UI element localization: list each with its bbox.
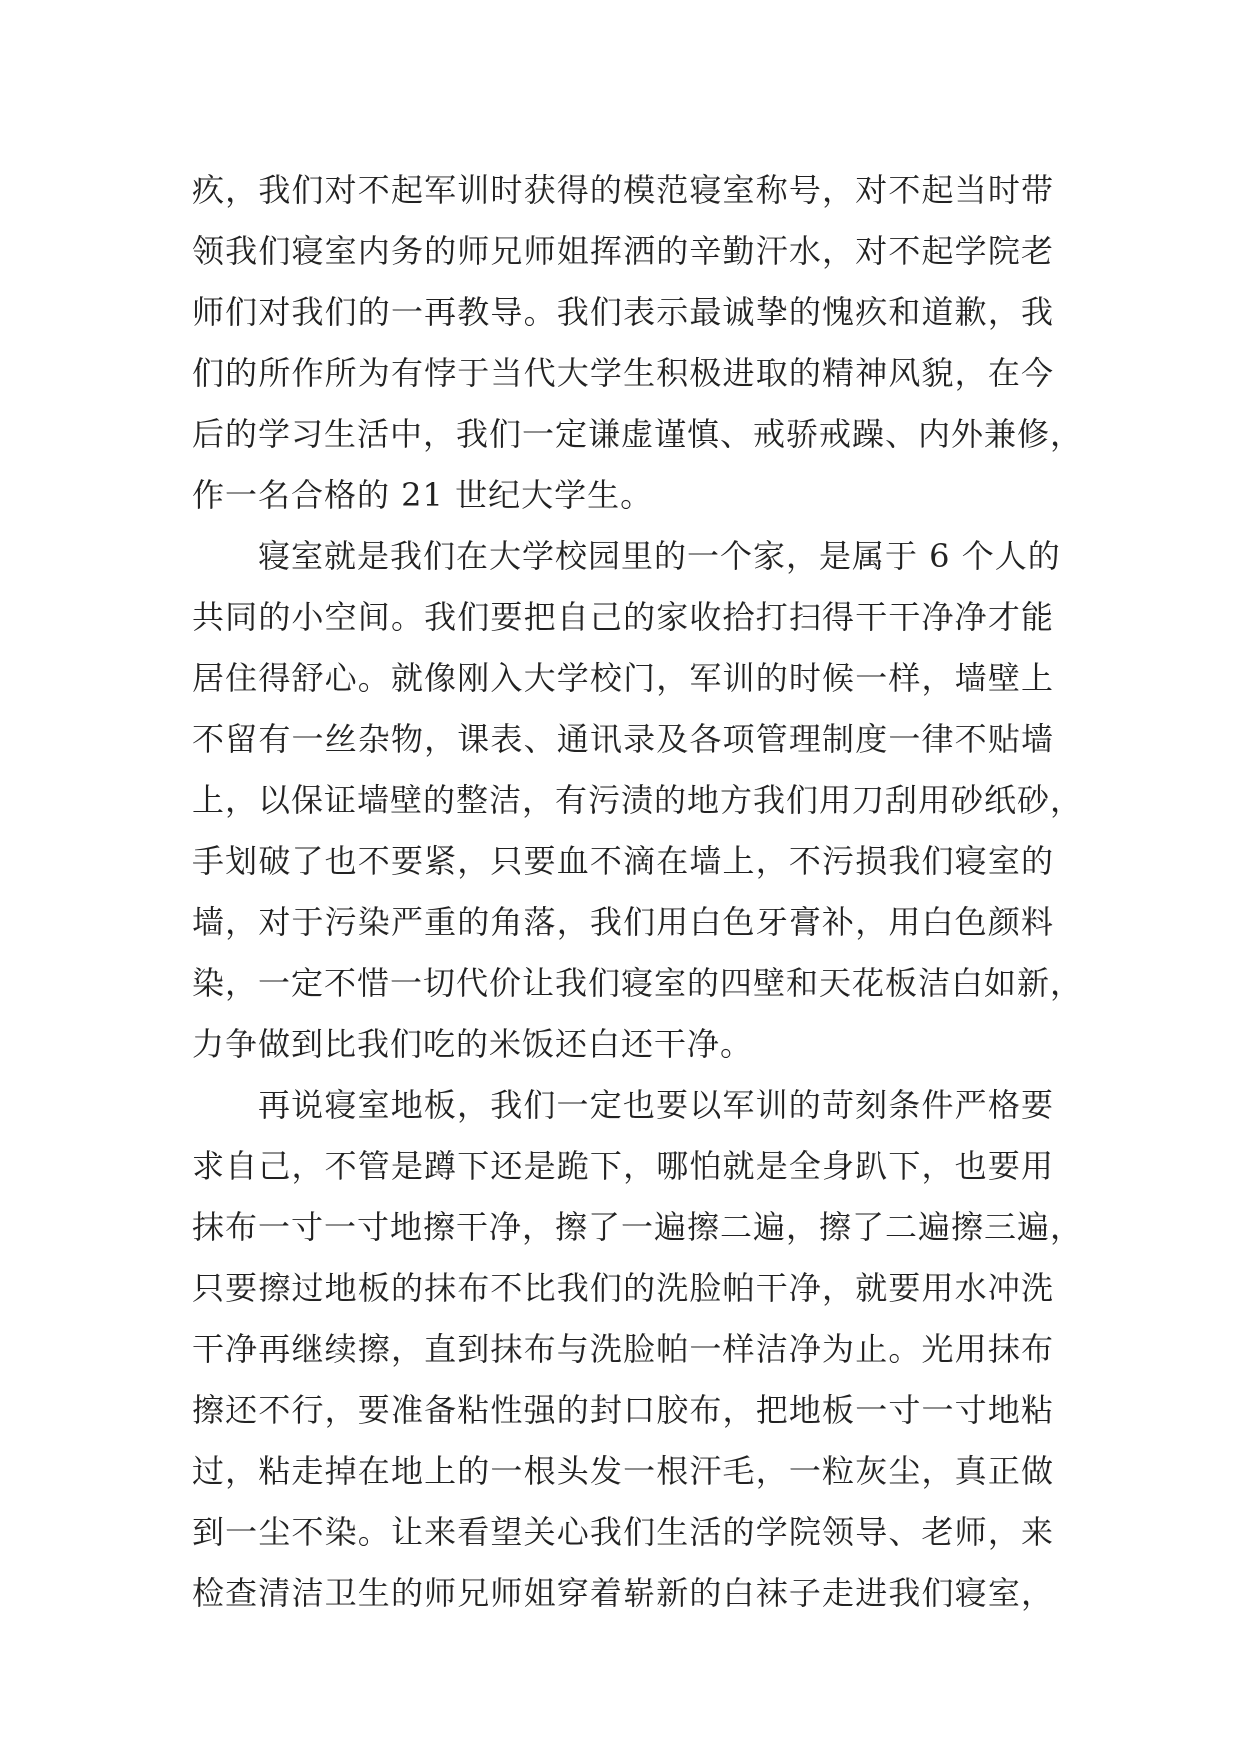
text-line: 干净再继续擦，直到抹布与洗脸帕一样洁净为止。光用抹布 — [192, 1330, 1054, 1368]
paragraph-2 — [192, 526, 1084, 1075]
text-line: 手划破了也不要紧，只要血不滴在墙上，不污损我们寝室的 — [192, 842, 1054, 880]
text-line: 力争做到比我们吃的米饭还白还干净。 — [192, 1025, 754, 1063]
paragraph-1 — [192, 160, 1084, 526]
text-line: 抹布一寸一寸地擦干净，擦了一遍擦二遍，擦了二遍擦三遍， — [192, 1208, 1084, 1246]
text-line: 到一尘不染。让来看望关心我们生活的学院领导、老师，来 — [192, 1513, 1054, 1551]
text-line: 只要擦过地板的抹布不比我们的洗脸帕干净，就要用水冲洗 — [192, 1269, 1054, 1307]
text-line: 染，一定不惜一切代价让我们寝室的四壁和天花板洁白如新， — [192, 964, 1084, 1002]
text-line: 擦还不行，要准备粘性强的封口胶布，把地板一寸一寸地粘 — [192, 1391, 1054, 1429]
text-line: 作一名合格的 21 世纪大学生。 — [192, 476, 654, 514]
text-line: 居住得舒心。就像刚入大学校门，军训的时候一样，墙壁上 — [192, 659, 1054, 697]
text-line: 领我们寝室内务的师兄师姐挥洒的辛勤汗水，对不起学院老 — [192, 232, 1054, 270]
text-line: 共同的小空间。我们要把自己的家收拾打扫得干干净净才能 — [192, 598, 1054, 636]
body-text — [192, 160, 1084, 1624]
text-line: 们的所作所为有悖于当代大学生积极进取的精神风貌，在今 — [192, 354, 1054, 392]
text-line: 过，粘走掉在地上的一根头发一根汗毛，一粒灰尘，真正做 — [192, 1452, 1054, 1490]
text-line: 求自己，不管是蹲下还是跪下，哪怕就是全身趴下，也要用 — [192, 1147, 1054, 1185]
paragraph-3 — [192, 1075, 1084, 1624]
text-line: 墙，对于污染严重的角落，我们用白色牙膏补，用白色颜料 — [192, 903, 1054, 941]
text-line: 疚，我们对不起军训时获得的模范寝室称号，对不起当时带 — [192, 171, 1054, 209]
text-line: 再说寝室地板，我们一定也要以军训的苛刻条件严格要 — [258, 1086, 1054, 1124]
text-line: 上，以保证墙壁的整洁，有污渍的地方我们用刀刮用砂纸砂， — [192, 781, 1084, 819]
text-line: 后的学习生活中，我们一定谦虚谨慎、戒骄戒躁、内外兼修， — [192, 415, 1084, 453]
text-line: 检查清洁卫生的师兄师姐穿着崭新的白袜子走进我们寝室， — [192, 1574, 1054, 1612]
text-line: 师们对我们的一再教导。我们表示最诚挚的愧疚和道歉，我 — [192, 293, 1054, 331]
text-line: 不留有一丝杂物，课表、通讯录及各项管理制度一律不贴墙 — [192, 720, 1054, 758]
text-line: 寝室就是我们在大学校园里的一个家，是属于 6 个人的 — [258, 537, 1061, 575]
